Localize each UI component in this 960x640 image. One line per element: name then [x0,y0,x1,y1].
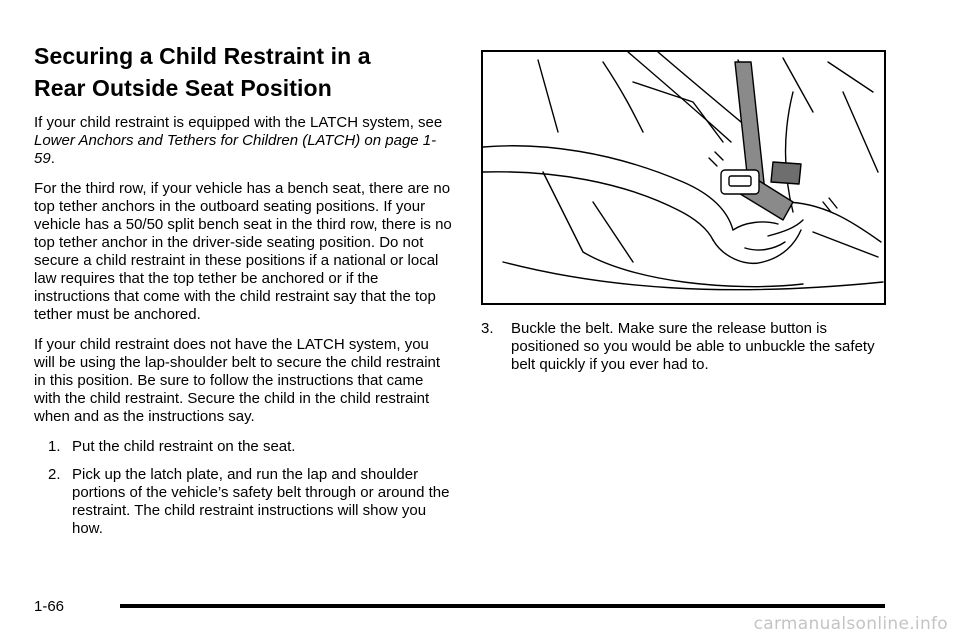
step-2 [34,466,452,538]
intro-paragraph [34,114,452,168]
page-number: 1-66 [34,598,65,615]
step-text: Put the child restraint on the seat. [72,438,296,455]
watermark: carmanualsonline.info [753,614,948,634]
step-3 [481,320,886,374]
third-row-paragraph: For the third row, if your vehicle has a bench seat, there are no top tether anchors in the outboard seating positions. If your vehicle has a 50/50 split bench seat in the third row, there is no top tether anchor in the driver-side seating position. Do not secure a child restraint in these positions if a national or local law requires that the top tether be anchored or if the instructions that come with the child restraint say that the top tether must be anchored. [34,180,452,323]
intro-end: . [50,150,55,167]
intro-text: If your child restraint is equipped with the LATCH system, see [34,114,443,131]
seat-belt-illustration [481,50,886,305]
left-column [34,40,452,548]
step-number: 2. [48,466,61,483]
page-title [34,40,452,104]
title-line-1: Securing a Child Restraint in a [34,43,371,69]
step-1 [34,438,452,456]
latch-cross-reference-link[interactable]: Lower Anchors and Tethers for Children (LATCH) on page 1-59 [34,132,437,167]
step-number: 3. [481,320,494,337]
step-text: Buckle the belt. Make sure the release button is positioned so you would be able to unbuckle the safety belt quickly if you ever had to. [511,320,875,373]
right-column [481,50,886,384]
step-number: 1. [48,438,61,455]
footer-rule [120,604,885,608]
no-latch-paragraph: If your child restraint does not have the LATCH system, you will be using the lap-shoulder belt to secure the child restraint in this position. Be sure to follow the instructions that came with the child restraint. Secure the child in the child restraint when and as the instructions say. [34,336,441,425]
hand-buckling-belt-drawing [483,52,884,303]
step-text: Pick up the latch plate, and run the lap and shoulder portions of the vehicle’s safety belt through or around the restraint. The child restraint instructions will show you how. [72,466,450,537]
title-line-2: Rear Outside Seat Position [34,75,332,101]
